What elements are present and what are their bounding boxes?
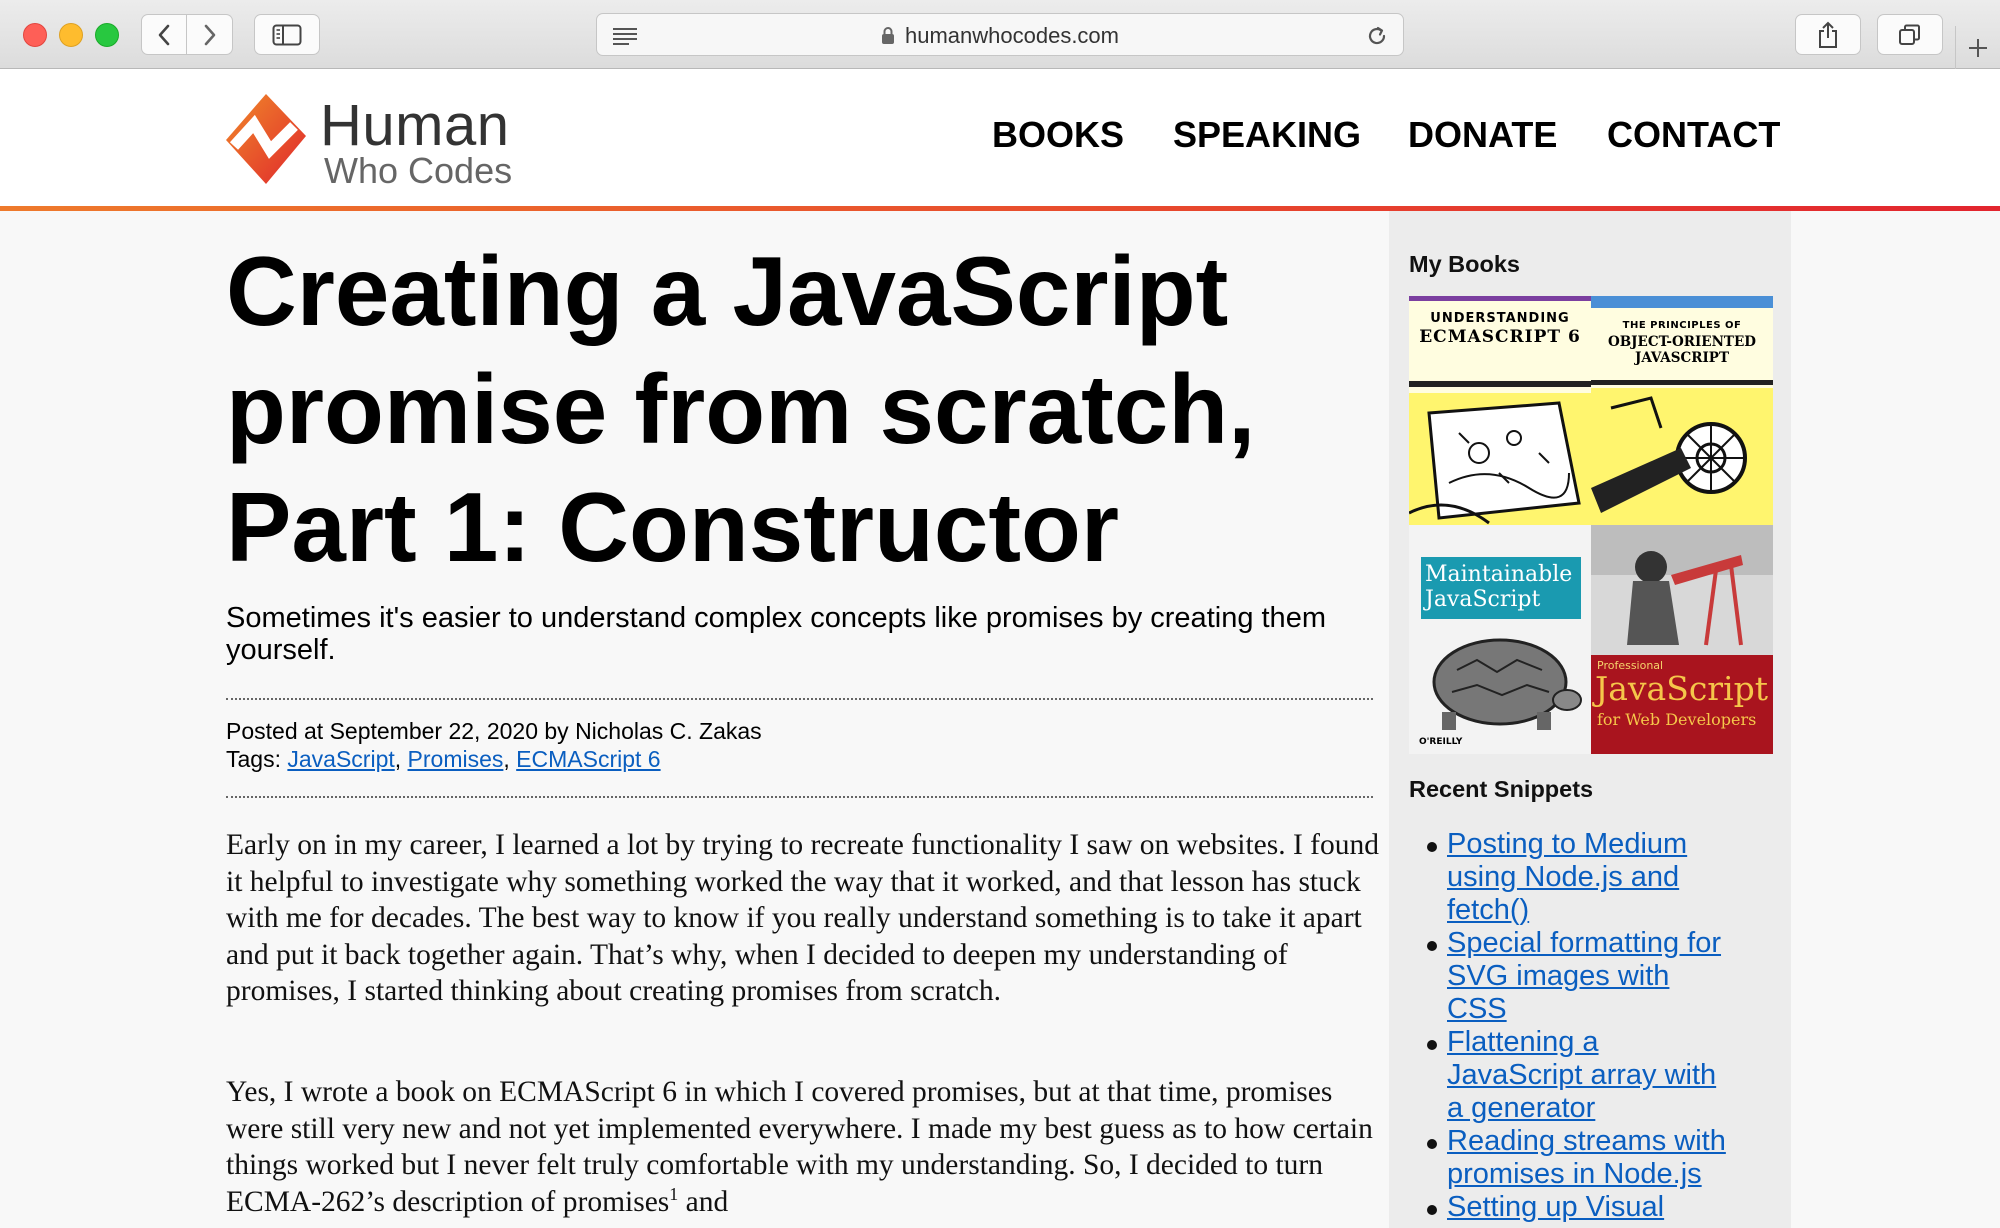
snippet-link[interactable]	[1447, 1125, 1777, 1191]
snippet-link[interactable]	[1447, 1026, 1777, 1125]
browser-toolbar	[0, 0, 2000, 69]
posted-info: Posted at September 22, 2020 by Nicholas C. Zakas	[226, 718, 762, 744]
book-band	[1409, 381, 1591, 387]
list-item	[1447, 1191, 1777, 1224]
snippet-link[interactable]	[1447, 1191, 1777, 1224]
minimize-window-button[interactable]	[59, 23, 83, 47]
article-title	[226, 232, 1376, 586]
tag-link[interactable]: JavaScript	[287, 746, 395, 772]
footnote-ref[interactable]: 1	[669, 1183, 679, 1204]
book-publisher: O'REILLY	[1419, 737, 1463, 747]
snippet-link[interactable]	[1447, 927, 1777, 1026]
list-item	[1447, 1026, 1777, 1125]
title-line: Creating a JavaScript	[226, 236, 1229, 346]
books-heading: My Books	[1409, 251, 1520, 277]
book-title: JavaScript	[1595, 669, 1769, 708]
divider	[226, 698, 1373, 700]
book-title: for Web Developers	[1597, 710, 1757, 729]
book-cover-principles-of-oo-javascript[interactable]	[1591, 296, 1773, 525]
divider	[226, 796, 1373, 798]
chevron-left-icon	[156, 23, 172, 47]
book-photo	[1591, 525, 1773, 655]
article-paragraph	[226, 1074, 1386, 1220]
zoom-window-button[interactable]	[95, 23, 119, 47]
list-item	[1447, 927, 1777, 1026]
book-title: Professional	[1597, 659, 1664, 672]
paragraph-text: Yes, I wrote a book on ECMAScript 6 in which I covered promises, but at that time, promises were still very new and not yet implemented everywhere. I made my best guess as to how certain things worked but I never felt truly comfortable with my understanding. So, I decided to turn ECMA-262’s description of promises	[226, 1076, 1373, 1218]
logo-text-human: Human	[320, 93, 510, 158]
site-logo[interactable]	[224, 84, 544, 194]
article-paragraph: Early on in my career, I learned a lot by trying to recreate functionality I saw on websites. I found it helpful to investigate why something worked the way that it worked, and that lesson has stuck with me for decades. The best way to know if you really understand something is to take it apart and put it back together again. That’s why, when I decided to deepen my understanding of promises, I started thinking about creating promises from scratch.	[226, 829, 1380, 1007]
tag-link[interactable]: Promises	[407, 746, 504, 772]
link-line: using Node.js and	[1447, 861, 1680, 893]
nav-donate[interactable]: DONATE	[1408, 114, 1558, 155]
tabs-icon	[1898, 23, 1922, 47]
link-line: CSS	[1447, 993, 1507, 1025]
book-cover-understanding-ecmascript-6[interactable]	[1409, 296, 1591, 525]
sidebar-icon	[272, 24, 302, 46]
snippets-list	[1447, 828, 1777, 1224]
book-illustration	[1591, 388, 1773, 525]
tag-link[interactable]: ECMAScript 6	[516, 746, 661, 772]
tags-label: Tags:	[226, 746, 288, 772]
list-item	[1447, 1125, 1777, 1191]
tags-line: Tags: JavaScript, Promises, ECMAScript 6	[226, 746, 661, 772]
url-text: humanwhocodes.com	[904, 22, 1119, 48]
reload-icon[interactable]	[1365, 24, 1389, 48]
paragraph-text: and	[678, 1185, 729, 1218]
books-grid	[1409, 296, 1773, 754]
logo-mark-icon	[224, 92, 308, 186]
plus-icon	[1967, 37, 1989, 59]
book-illustration	[1409, 393, 1591, 525]
title-line: Part 1: Constructor	[226, 472, 1120, 582]
back-button[interactable]	[141, 14, 187, 55]
snippets-heading: Recent Snippets	[1409, 776, 1594, 802]
book-title: OBJECT-ORIENTED	[1608, 334, 1756, 350]
book-title: UNDERSTANDING	[1430, 311, 1570, 326]
share-button[interactable]	[1795, 14, 1861, 55]
book-title: THE PRINCIPLES OF	[1622, 320, 1742, 331]
book-title: JAVASCRIPT	[1634, 350, 1729, 366]
chevron-right-icon	[202, 23, 218, 47]
close-window-button[interactable]	[23, 23, 47, 47]
site-header	[0, 70, 2000, 208]
forward-button[interactable]	[187, 14, 233, 55]
list-item	[1447, 828, 1777, 927]
link-line: Setting up Visual	[1447, 1191, 1665, 1223]
title-line: promise from scratch,	[226, 354, 1256, 464]
link-line: Posting to Medium	[1447, 828, 1688, 860]
article-meta	[226, 717, 762, 773]
link-line: Special formatting for	[1447, 927, 1722, 959]
new-tab-button[interactable]	[1955, 26, 2000, 69]
lock-icon	[881, 26, 895, 45]
link-line: a generator	[1447, 1092, 1596, 1124]
book-illustration	[1417, 630, 1583, 735]
address-bar[interactable]	[596, 13, 1404, 56]
book-cover-maintainable-javascript[interactable]	[1409, 525, 1591, 754]
book-title: JavaScript	[1425, 587, 1541, 612]
book-cover-professional-javascript[interactable]	[1591, 525, 1773, 754]
link-line: Flattening a	[1447, 1026, 1599, 1058]
snippet-link[interactable]	[1447, 828, 1777, 927]
link-line: JavaScript array with	[1447, 1059, 1717, 1091]
link-line: SVG images with	[1447, 960, 1670, 992]
book-band	[1591, 380, 1773, 385]
share-icon	[1816, 21, 1840, 49]
link-line: Reading streams with	[1447, 1125, 1726, 1157]
link-line: promises in Node.js	[1447, 1158, 1702, 1190]
tab-overview-button[interactable]	[1877, 14, 1943, 55]
sidebar-toggle-button[interactable]	[254, 14, 320, 55]
nav-contact[interactable]: CONTACT	[1607, 114, 1781, 155]
nav-books[interactable]: BOOKS	[992, 114, 1125, 155]
article-subtitle: Sometimes it's easier to understand complex concepts like promises by creating them yourself.	[226, 602, 1326, 666]
book-title: ECMASCRIPT 6	[1419, 327, 1581, 347]
book-title: Maintainable	[1425, 562, 1573, 587]
nav-speaking[interactable]: SPEAKING	[1173, 114, 1362, 155]
link-line: fetch()	[1447, 894, 1530, 926]
logo-text-who-codes: Who Codes	[324, 150, 513, 191]
